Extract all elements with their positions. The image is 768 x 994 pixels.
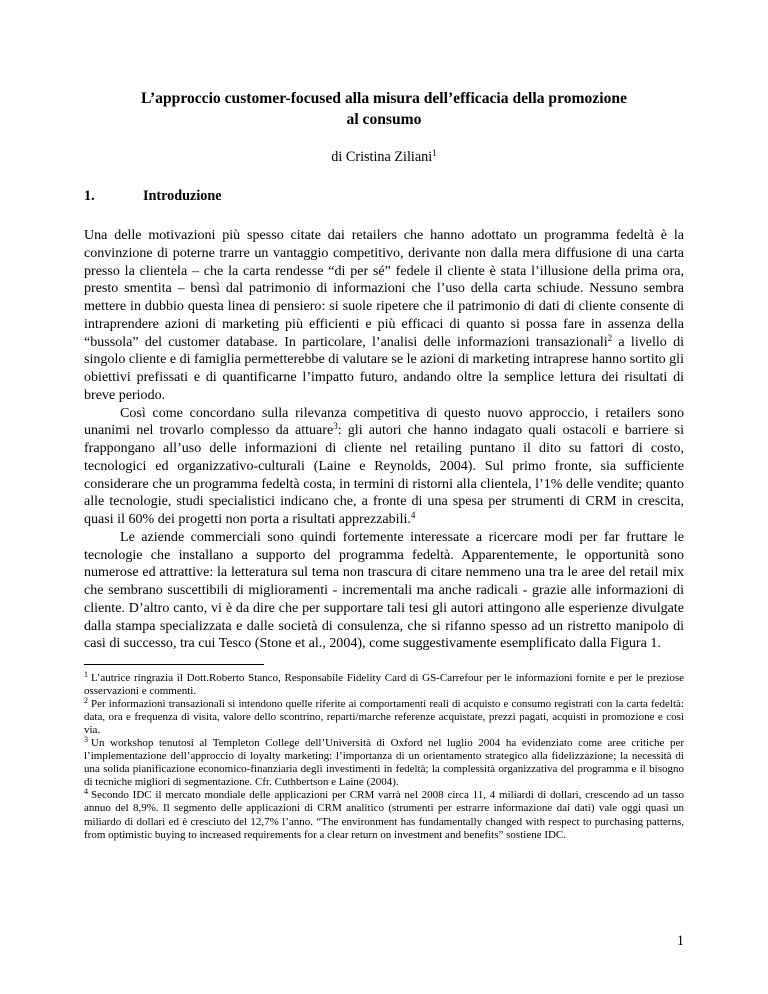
section-title: Introduzione bbox=[143, 188, 222, 204]
paragraph-2 bbox=[84, 405, 684, 529]
paragraph-1-part-a: Una delle motivazioni più spesso citate dai retailers che hanno adottato un programma fedeltà è la convinzione di poterne trarre un vantaggio competitivo, derivante non dalla mera diffusione di una carta presso la clientela – che la carta rendesse “di per sé” fedele il cliente è stata l’illusione della prima ora, presto smentita – bensì dal patrimonio di informazioni che l’uso della carta schiude. Nessuno sembra mettere in dubbio questa linea di pensiero: si suole ripetere che il patrimonio di dati di cliente consente di intraprendere azioni di marketing più efficienti e più efficaci di quanto si possa fare in assenza della “bussola” del customer database. In particolare, l’analisi delle informazioni transazionali bbox=[84, 227, 684, 350]
paragraph-3: Le aziende commerciali sono quindi fortemente interessate a ricercare modi per far fruttare le tecnologie che installano a supporto del programma fedeltà. Apparentemente, le opportunità sono numerose ed attrattive: la letteratura sul tema non trascura di citare nemmeno una tra le aree del retail mix che sembrano suscettibili di miglioramenti - incrementali ma anche radicali - grazie alle informazioni di cliente. D’altro canto, vi è da dire che per supportare tali tesi gli autori attingono alle esperienze divulgate dalla stampa specializzata e dalle società di consulenza, che si rifanno spesso ad un ristretto manipolo di casi di successo, tra cui Tesco (Stone et al., 2004), come suggestivamente esemplificato dalla Figura 1. bbox=[84, 528, 684, 652]
title-line-2: al consumo bbox=[346, 111, 422, 128]
footnote-ref-1[interactable]: 1 bbox=[432, 148, 437, 158]
section-heading bbox=[84, 187, 222, 205]
footnote-ref-3[interactable]: 3 bbox=[333, 421, 338, 432]
section-number: 1. bbox=[84, 188, 95, 204]
paragraph-2-part-a: Così come concordano sulla rilevanza competitiva di questo nuovo approccio, i retailers sono unanimi nel trovarlo complesso da attuare bbox=[84, 404, 684, 439]
footnote-ref-4[interactable]: 4 bbox=[410, 510, 416, 520]
footnote-text: Un workshop tenutosi al Templeton College dell’Università di Oxford nel luglio 2004 ha evidenziato come aree critiche per l’implementazione dell’approccio di loyalty marketing: l’importanza di un orientamento strategico alla fidelizzazione; la necessità di una solida pianificazione economico-finanziaria degli investimenti in fedeltà; la complessità organizzativa del programma e il bisogno di tecniche migliori di segmentazione. Cfr. Cuthbertson e Laine (2004). bbox=[84, 737, 684, 789]
body-text bbox=[84, 227, 684, 653]
footnote-text: L’autrice ringrazia il Dott.Roberto Stanco, Responsabile Fidelity Card di GS-Carrefour per le informazioni fornite e per le preziose osservazioni e commenti. bbox=[84, 672, 684, 698]
footnote bbox=[84, 672, 684, 698]
footnotes bbox=[84, 672, 684, 842]
footnote-number: 1 bbox=[84, 670, 88, 679]
paragraph-1-part-b: a livello di singolo cliente e di famiglia permetterebbe di valutare se le azioni di marketing intraprese hanno sortito gli obiettivi prefissati e di quantificarne l’impatto futuro, andando oltre la semplice lettura dei risultati di breve periodo. bbox=[84, 333, 685, 403]
title-line-1: L’approccio customer-focused alla misura dell’efficacia della promozione bbox=[141, 90, 627, 107]
footnote-ref-2[interactable]: 2 bbox=[607, 332, 613, 343]
page-number: 1 bbox=[676, 933, 684, 949]
footnote-text: Secondo IDC il mercato mondiale delle applicazioni per CRM varrà nel 2008 circa 11, 4 miliardi di dollari, crescendo ad un tasso annuo del 8,9%. Il segmento delle applicazioni di CRM analitico (strumenti per estrarre informazione dai dati) vale oggi quasi un miliardo di dollari ed è cresciuto del 12,7% l’anno. “The environment has fundamentally changed with respect to purchasing patterns, from optimistic buying to increased requirements for a clear return on investment and benefits” sostiene IDC. bbox=[84, 789, 684, 841]
footnote-number: 3 bbox=[84, 735, 88, 745]
footnote-number: 4 bbox=[84, 787, 88, 797]
footnote-number: 2 bbox=[84, 696, 88, 706]
footnote bbox=[84, 698, 684, 737]
paragraph-1 bbox=[84, 227, 684, 405]
paragraph-2-part-b: : gli autori che hanno indagato quali ostacoli e barriere si frappongano all’uso delle informazioni di cliente nel retailing puntano il dito su fattori di costo, tecnologici ed organizzativo-culturali (Laine e Reynolds, 2004). Sul primo fronte, sia sufficiente considerare che un programma fedeltà costa, in termini di ristorni alla clientela, l’1% delle vendite; quanto alle tecnologie, studi specialistici indicano che, a fronte di una spesa per strumenti di CRM in crescita, quasi il 60% dei progetti non porta a risultati apprezzabili. bbox=[84, 422, 684, 527]
footnote-separator bbox=[84, 664, 264, 665]
footnote bbox=[84, 789, 684, 841]
footnote-text: Per informazioni transazionali si intendono quelle riferite ai comportamenti reali di acquisto e consumo registrati con la carta fedeltà: data, ora e frequenza di visita, valore dello scontrino, reparti/marche referenze acquistate, prezzi pagati, acquisti in promozione e così via. bbox=[84, 698, 684, 737]
author-name: di Cristina Ziliani bbox=[331, 149, 433, 165]
document-title bbox=[80, 88, 688, 130]
author-line bbox=[80, 148, 688, 166]
footnote bbox=[84, 737, 684, 789]
